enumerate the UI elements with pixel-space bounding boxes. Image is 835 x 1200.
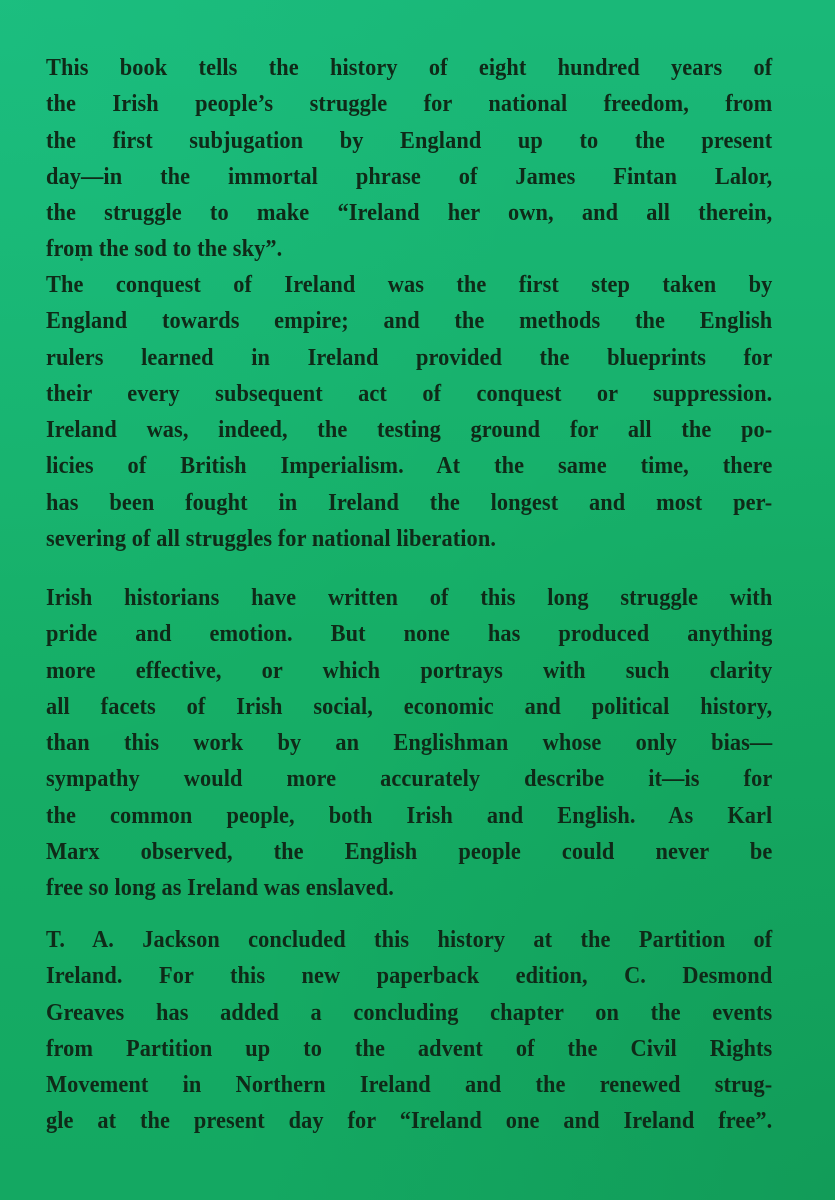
text-line: has been fought in Ireland the longest and most per- — [46, 489, 773, 516]
text-line: Greaves has added a concluding chapter on the events — [46, 999, 773, 1026]
text-line: all facets of Irish social, economic and political history, — [46, 693, 773, 720]
blurb-paragraph-1 — [46, 50, 773, 268]
text-line: the struggle to make “Ireland her own, and all therein, — [46, 200, 773, 227]
blurb-paragraph-3 — [46, 580, 773, 907]
text-line: day—in the immortal phrase of James Fintan Lalor, — [46, 163, 773, 190]
text-line: Ireland. For this new paperback edition, C. Desmond — [46, 963, 773, 990]
text-line: pride and emotion. But none has produced anything — [46, 621, 773, 648]
text-line: from Partition up to the advent of the Civil Rights — [46, 1035, 773, 1062]
text-line: rulers learned in Ireland provided the blueprints for — [46, 344, 773, 371]
text-line: free so long as Ireland was enslaved. — [46, 875, 394, 902]
text-line: Movement in Northern Ireland and the renewed strug- — [46, 1072, 773, 1099]
text-line: Irish historians have written of this long struggle with — [46, 585, 773, 611]
text-line: Marx observed, the English people could never be — [46, 839, 773, 866]
text-line: Ireland was, indeed, the testing ground for all the po- — [46, 417, 773, 444]
text-line: The conquest of Ireland was the first step taken by — [46, 272, 773, 298]
text-line: from the sod to the sky”. — [46, 236, 283, 263]
text-line: T. A. Jackson concluded this history at the Partition of — [46, 927, 773, 953]
text-line: the first subjugation by England up to the present — [46, 127, 773, 154]
blurb-paragraph-2 — [46, 267, 773, 557]
text-line: sympathy would more accurately describe it—is for — [46, 766, 773, 793]
text-line: the Irish people’s struggle for national freedom, from — [46, 91, 773, 118]
text-line: than this work by an Englishman whose only bias— — [46, 730, 773, 757]
text-line: This book tells the history of eight hundred years of — [46, 55, 773, 81]
text-line: licies of British Imperialism. At the same time, there — [46, 453, 773, 480]
text-line: gle at the present day for “Ireland one and Ireland free”. — [46, 1108, 773, 1135]
text-line: the common people, both Irish and English. As Karl — [46, 802, 773, 829]
text-line: their every subsequent act of conquest or suppression. — [46, 380, 773, 407]
blurb-paragraph-4 — [46, 922, 773, 1140]
text-line: England towards empire; and the methods the English — [46, 308, 773, 335]
text-line: severing of all struggles for national liberation. — [46, 526, 497, 553]
text-line: more effective, or which portrays with such clarity — [46, 657, 773, 684]
